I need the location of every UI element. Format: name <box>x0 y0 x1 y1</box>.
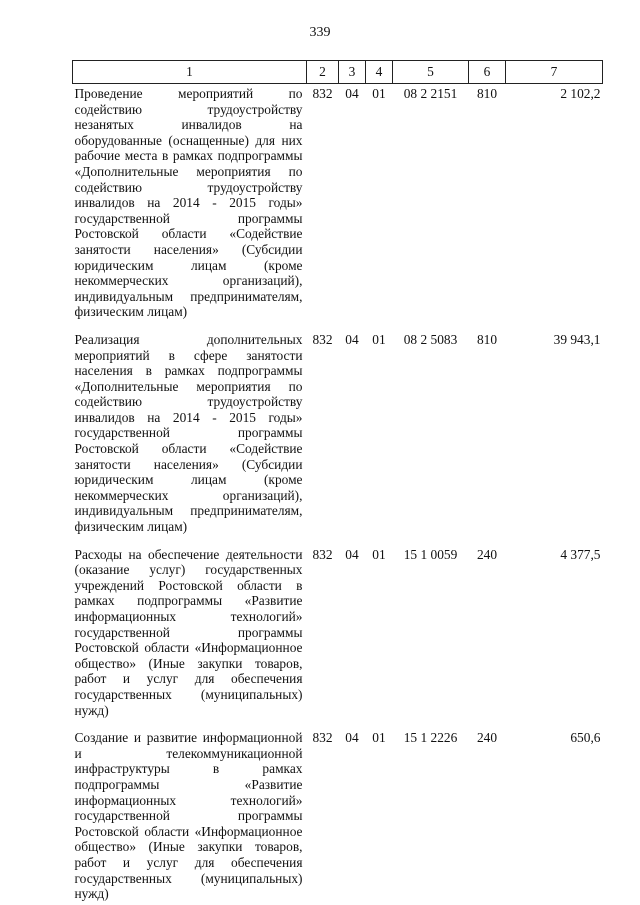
header-cell: 5 <box>393 61 469 84</box>
subsection-code: 01 <box>372 331 386 347</box>
amount: 39 943,1 <box>553 331 601 347</box>
section-code: 04 <box>345 86 359 101</box>
subsection-code: 01 <box>372 730 386 746</box>
budget-table <box>72 60 603 902</box>
section-code: 04 <box>345 730 359 746</box>
header-cell: 4 <box>366 61 393 84</box>
amount: 2 102,2 <box>560 86 601 101</box>
table-row <box>73 84 603 320</box>
row-description: Расходы на обеспечение деятельности (оказание услуг) государственных учреждений Ростовской области в рамках подпрограммы «Развитие информационных технологий» государственной программы Ростовской области «Информационное общество» (Иные закупки товаров, работ и услуг для обеспечения государственных (муниципальных) нужд) <box>74 546 303 718</box>
row-spacer <box>73 320 603 330</box>
target-article-code: 08 2 5083 <box>403 331 458 347</box>
ministry-code: 832 <box>312 546 333 562</box>
target-article-code: 15 1 0059 <box>403 546 458 562</box>
target-article-code: 08 2 2151 <box>403 86 458 101</box>
table-row <box>73 728 603 902</box>
expense-type-code: 240 <box>476 546 498 562</box>
ministry-code: 832 <box>312 86 333 101</box>
header-cell: 3 <box>339 61 366 84</box>
amount: 4 377,5 <box>560 546 601 562</box>
section-code: 04 <box>345 546 359 562</box>
expense-type-code: 810 <box>476 331 498 347</box>
header-cell: 7 <box>506 61 603 84</box>
section-code: 04 <box>345 331 359 347</box>
subsection-code: 01 <box>372 546 386 562</box>
page-number: 339 <box>309 25 331 40</box>
expense-type-code: 810 <box>476 86 498 101</box>
row-description: Реализация дополнительных мероприятий в сфере занятости населения в рамках подпрограммы «Дополнительные мероприятия по содействию трудоустройству инвалидов на 2014 - 2015 годы» государственной программы Ростовской области «Содействие занятости населения» (Субсидии юридическим лицам (кроме некоммерческих организаций), индивидуальным предпринимателям, физическим лицам) <box>74 331 303 535</box>
table-row <box>73 330 603 535</box>
header-cell: 1 <box>73 61 307 84</box>
ministry-code: 832 <box>312 730 333 746</box>
header-cell: 2 <box>307 61 339 84</box>
expense-type-code: 240 <box>476 730 498 746</box>
header-cell: 6 <box>469 61 506 84</box>
target-article-code: 15 1 2226 <box>403 730 458 746</box>
row-spacer <box>73 718 603 728</box>
table-row <box>73 545 603 719</box>
row-spacer <box>73 535 603 545</box>
row-description: Создание и развитие информационной и телекоммуникационной инфраструктуры в рамках подпрограммы «Развитие информационных технологий» государственной программы Ростовской области «Информационное общество» (Иные закупки товаров, работ и услуг для обеспечения государственных (муниципальных) нужд) <box>74 730 303 902</box>
amount: 650,6 <box>570 730 601 746</box>
table-header-row <box>73 61 603 84</box>
row-description: Проведение мероприятий по содействию трудоустройству незанятых инвалидов на оборудованные (оснащенные) для них рабочие места в рамках подпрограммы «Дополнительные мероприятия по содействию трудоустройству инвалидов на 2014 - 2015 годы» государственной программы Ростовской области «Содействие занятости населения» (Субсидии юридическим лицам (кроме некоммерческих организаций), индивидуальным предпринимателям, физическим лицам) <box>74 86 303 320</box>
ministry-code: 832 <box>312 331 333 347</box>
subsection-code: 01 <box>372 86 386 101</box>
